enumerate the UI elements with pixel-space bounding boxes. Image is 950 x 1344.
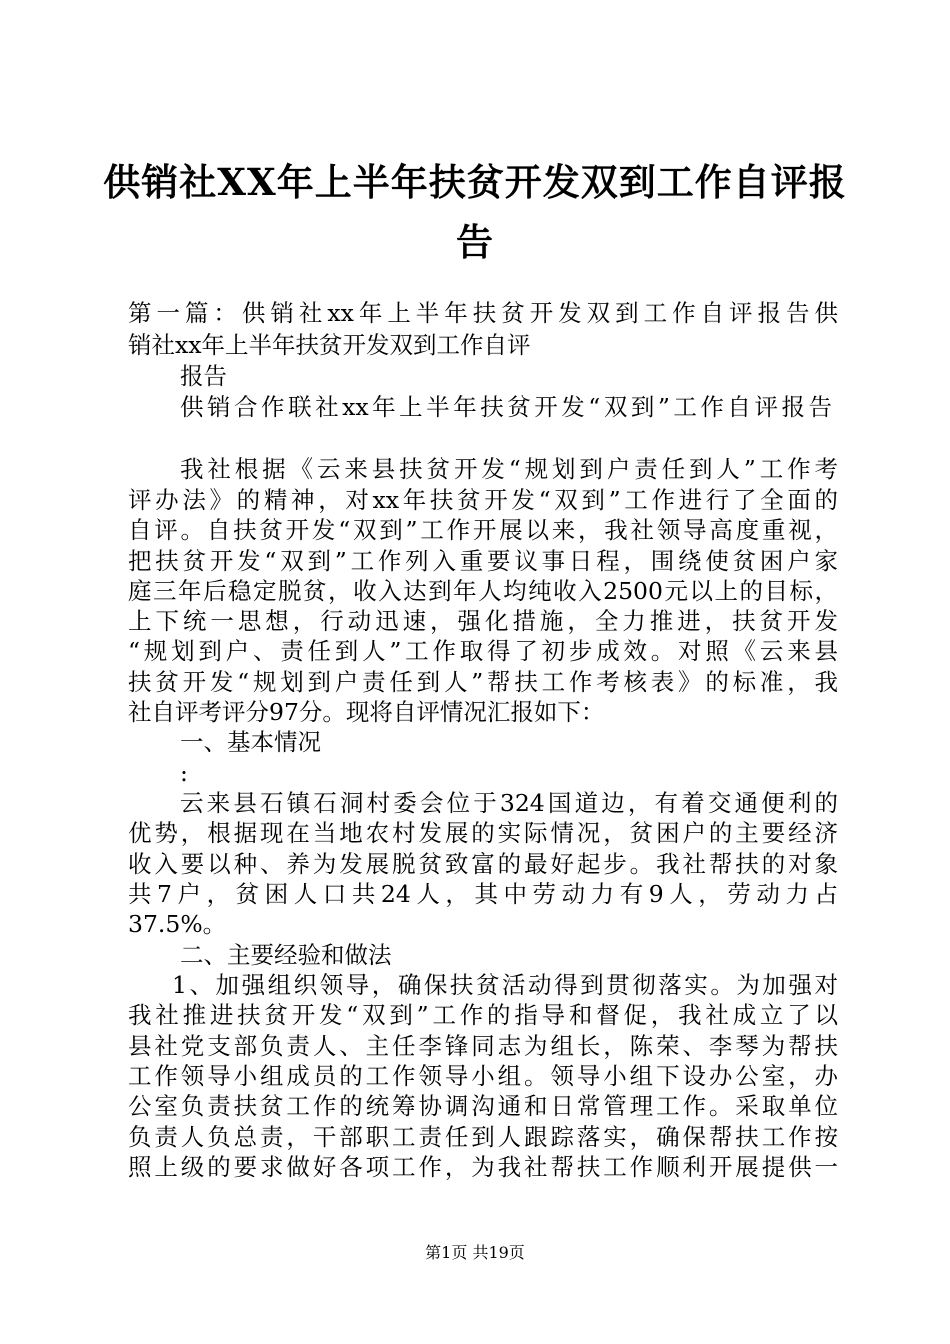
section-heading: 一、基本情况 xyxy=(180,728,321,756)
body-line: 优势，根据现在当地农村发展的实际情况，贫困户的主要经济 xyxy=(128,819,838,847)
body-line: : xyxy=(180,759,188,787)
document-title-line-2: 告 xyxy=(456,220,494,264)
page-footer: 第1页 共19页 xyxy=(425,1243,525,1262)
body-line: 收入要以种、养为发展脱贫致富的最好起步。我社帮扶的对象 xyxy=(128,850,838,878)
body-line: 把扶贫开发“双到”工作列入重要议事日程，围绕使贫困户家 xyxy=(128,547,838,575)
body-line: 社自评考评分97分。现将自评情况汇报如下： xyxy=(128,698,605,726)
body-line: 工作领导小组成员的工作领导小组。领导小组下设办公室，办 xyxy=(128,1062,838,1090)
document-title-line-1: 供销社XX年上半年扶贫开发双到工作自评报 xyxy=(103,160,847,204)
body-line: 公室负责扶贫工作的统筹协调沟通和日常管理工作。采取单位 xyxy=(128,1092,838,1120)
body-line: 云来县石镇石洞村委会位于324国道边，有着交通便利的 xyxy=(180,789,838,817)
body-line: 评办法》的精神，对xx年扶贫开发“双到”工作进行了全面的 xyxy=(128,486,838,514)
body-line: 县社党支部负责人、主任李锋同志为组长，陈荣、李琴为帮扶 xyxy=(128,1032,838,1060)
body-line: 37.5%。 xyxy=(128,910,227,938)
body-line: 供销合作联社xx年上半年扶贫开发“双到”工作自评报告 xyxy=(180,393,832,421)
body-line: 庭三年后稳定脱贫，收入达到年人均纯收入2500元以上的目标， xyxy=(128,577,838,605)
body-line: 扶贫开发“规划到户责任到人”帮扶工作考核表》的标准，我 xyxy=(128,668,838,696)
body-line: 我社推进扶贫开发“双到”工作的指导和督促，我社成立了以 xyxy=(128,1001,838,1029)
body-line: 销社xx年上半年扶贫开发双到工作自评 xyxy=(128,331,531,359)
body-line: 我社根据《云来县扶贫开发“规划到户责任到人”工作考 xyxy=(180,455,838,483)
body-line: 负责人负总责，干部职工责任到人跟踪落实，确保帮扶工作按 xyxy=(128,1123,838,1151)
body-line: 报告 xyxy=(180,362,227,390)
section-heading: 二、主要经验和做法 xyxy=(180,941,392,969)
body-line: 1、加强组织领导，确保扶贫活动得到贯彻落实。为加强对 xyxy=(172,971,838,999)
body-line: “规划到户、责任到人”工作取得了初步成效。对照《云来县 xyxy=(128,637,838,665)
body-line: 上下统一思想，行动迅速，强化措施，全力推进，扶贫开发 xyxy=(128,607,838,635)
body-line: 照上级的要求做好各项工作，为我社帮扶工作顺利开展提供一 xyxy=(128,1153,838,1181)
body-line: 自评。自扶贫开发“双到”工作开展以来，我社领导高度重视， xyxy=(128,516,838,544)
body-line: 共7户，贫困人口共24人，其中劳动力有9人，劳动力占 xyxy=(128,880,838,908)
body-line: 第一篇：供销社xx年上半年扶贫开发双到工作自评报告供 xyxy=(128,299,838,327)
